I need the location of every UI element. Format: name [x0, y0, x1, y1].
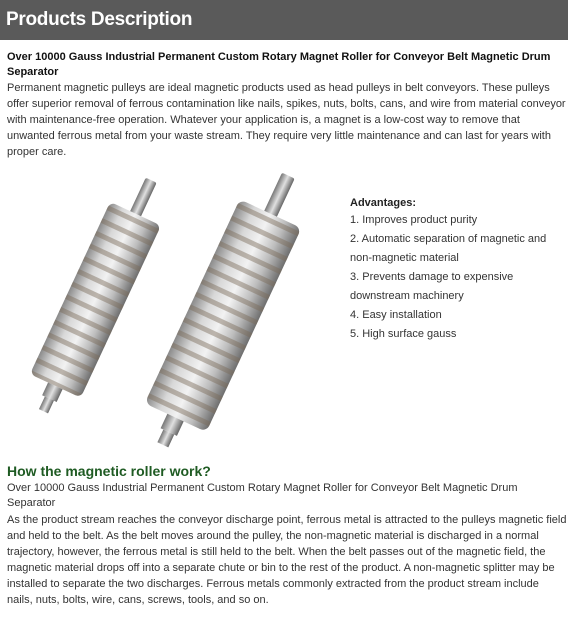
how-it-works-subtitle: Over 10000 Gauss Industrial Permanent Custom Rotary Magnet Roller for Conveyor Belt Magnetic Drum Separator — [7, 482, 518, 509]
how-it-works-heading: How the magnetic roller work? — [7, 463, 211, 479]
magnet-roller-image — [8, 170, 338, 455]
roller-right — [132, 170, 319, 455]
product-intro — [7, 50, 567, 160]
how-it-works-section — [7, 462, 567, 608]
advantage-item: 4. Easy installation — [350, 309, 442, 321]
section-header — [0, 0, 568, 40]
advantage-item: 5. High surface gauss — [350, 328, 457, 340]
advantages-list — [350, 195, 565, 344]
advantage-item: 2. Automatic separation of magnetic and non-magnetic material — [350, 233, 547, 264]
advantage-item: 3. Prevents damage to expensive downstream machinery — [350, 271, 514, 302]
advantages-title: Advantages: — [350, 197, 417, 209]
product-description: Permanent magnetic pulleys are ideal magnetic products used as head pulleys in belt conveyors. These pulleys offer superior removal of ferrous contamination like nails, spikes, nuts, bolts, cans, and wire from material conveyor with maintenance-free operation. Whatever your application is, a magnet is a low-cost way to remove that unwanted ferrous metal from your waste stream. They require very little maintenance and can last for years with proper care. — [7, 82, 566, 158]
how-it-works-body: As the product stream reaches the conveyor discharge point, ferrous metal is attracted to the pulleys magnetic field and held to the belt. As the belt moves around the pulley, the non-magnetic material is discharged in a normal trajectory, however, the ferrous metal is still held to the belt. When the belt passes out of the magnetic field, the magnetic material drops off into a separate chute or bin to the rest of the product. A non-magnetic splitter may be installed to separate the two discharges. Ferrous metals commonly extracted from the product stream include nails, nuts, bolts, wire, cans, screws, tools, and so on. — [7, 514, 567, 606]
advantage-item: 1. Improves product purity — [350, 214, 478, 226]
product-title: Over 10000 Gauss Industrial Permanent Custom Rotary Magnet Roller for Conveyor Belt Magnetic Drum Separator — [7, 51, 551, 78]
magnet-roller-illustration — [8, 170, 338, 455]
section-title: Products Description — [6, 9, 193, 30]
roller-left — [18, 170, 177, 423]
